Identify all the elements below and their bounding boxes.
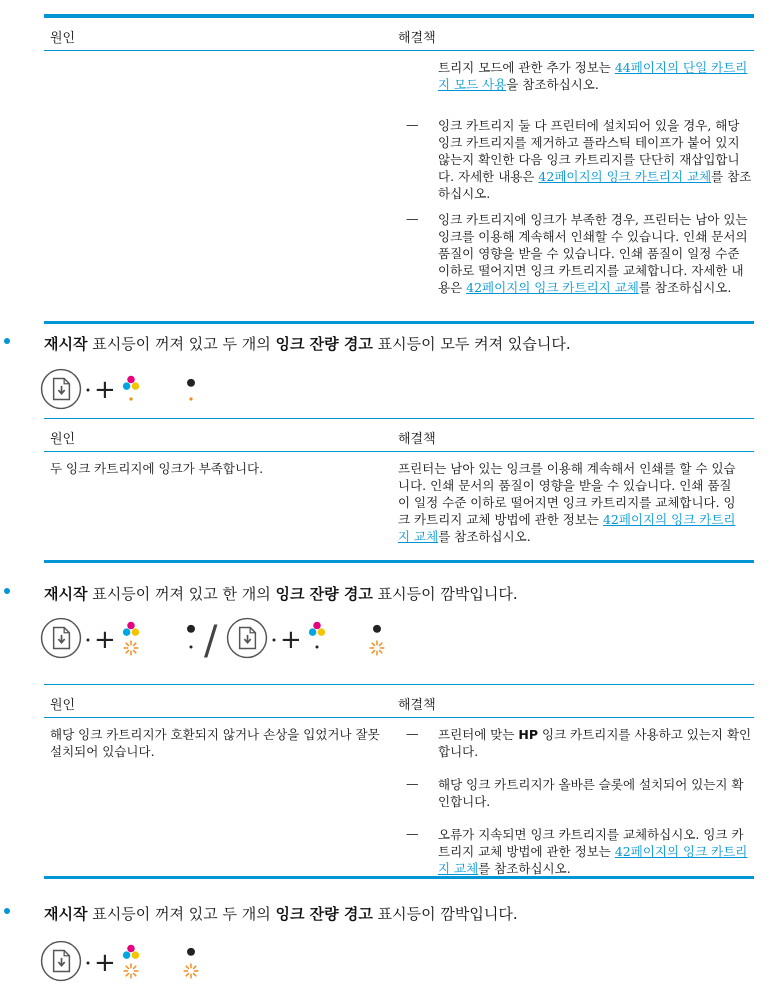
color-ink-icon — [123, 622, 139, 636]
color-ink-icon — [123, 376, 139, 390]
cause-cell: 두 잉크 카트리지에 잉크가 부족합니다. — [50, 461, 264, 476]
page-link[interactable]: 42페이지의 잉크 카트리지 교체 — [538, 169, 712, 184]
off-dot-icon — [87, 389, 90, 392]
bullet-dot — [4, 908, 10, 914]
off-dot-icon — [273, 639, 276, 642]
cause-cell: 해당 잉크 카트리지가 호환되지 않거나 손상을 입었거나 잘못 설치되어 있습니다. — [50, 727, 380, 759]
warning-light-blink-icon — [124, 964, 138, 978]
dash-bullet: — — [406, 117, 419, 132]
plus-icon: + — [94, 948, 116, 978]
table-header — [44, 418, 754, 452]
table-row: 두 잉크 카트리지에 잉크가 부족합니다. 프린터는 남아 있는 잉크를 이용해 계속해서 인쇄를 할 수 있습니다. 인쇄 문서의 품질이 영향을 받을 수 있습니다. 인쇄 품질이 일정 수준 이하로 떨어지면 잉크 카트리지를 교체합니다. 잉크 카트리지 교체 방법에 관한 정보는 42페이지의 잉크 카트리지 교체를 참조하십시오. — [50, 461, 736, 544]
header-solution: 해결책 — [398, 698, 436, 713]
dash-bullet: — — [406, 211, 419, 226]
black-ink-icon — [187, 625, 195, 633]
light-pattern-illustration — [40, 937, 240, 987]
table-row: 해당 잉크 카트리지가 호환되지 않거나 손상을 입었거나 잘못 설치되어 있습니다. — 프린터에 맞는 HP 잉크 카트리지를 사용하고 있는지 확인합니다. — 해당 잉크 카트리지가 올바른 슬롯에 설치되어 있는지 확인합니다. — 오류가 지속되면 잉크 카트리지를 교체하십시오. 잉크 카트리지 교체 방법에 관한 정보는 42페이지의 잉크 카트리지 교체를 참조하십시오. — [50, 726, 752, 876]
table-continued — [44, 14, 754, 324]
dash-bullet: — — [406, 826, 419, 841]
off-dot-icon — [316, 646, 319, 649]
table-header — [44, 18, 754, 51]
black-ink-icon — [373, 625, 381, 633]
dash-bullet: — — [406, 726, 419, 741]
header-cause: 원인 — [50, 31, 76, 46]
header-solution: 해결책 — [398, 432, 436, 447]
header-cause: 원인 — [50, 698, 76, 713]
plus-icon: + — [94, 375, 116, 405]
black-ink-icon — [187, 379, 195, 387]
dash-bullet: — — [406, 776, 419, 791]
or-slash: / — [204, 618, 218, 664]
table-bottom-rule — [44, 321, 754, 324]
light-pattern-illustration — [40, 366, 240, 412]
page-link[interactable]: 42페이지의 잉크 카트리지 교체 — [438, 844, 748, 876]
header-cause: 원인 — [50, 432, 76, 447]
plus-icon: + — [94, 625, 116, 655]
black-ink-icon — [187, 948, 195, 956]
page-link[interactable]: 44페이지의 단일 카트리지 모드 사용 — [438, 60, 748, 92]
color-ink-icon — [123, 945, 139, 959]
resume-button-icon — [228, 619, 267, 658]
light-pattern-illustration — [40, 614, 440, 664]
table-bottom-rule — [44, 560, 754, 563]
table-row: 트리지 모드에 관한 추가 정보는 44페이지의 단일 카트리지 모드 사용을 참조하십시오. — 잉크 카트리지 둘 다 프린터에 설치되어 있을 경우, 해당 잉크 카트리지를 제거하고 플라스틱 테이프가 붙어 있지 않는지 확인한 다음 잉크 카트리지를 단단히 재삽입합니다. 자세한 내용은 42페이지의 잉크 카트리지 교체를 참조하십시오. — 잉크 카트리지에 잉크가 부족한 경우, 프린터는 남아 있는 잉크를 이용해 계속해서 인쇄할 수 있습니다. 인쇄 문서의 품질이 영향을 받을 수 있습니다. 인쇄 품질이 일정 수준 이하로 떨어지면 잉크 카트리지를 교체합니다. 자세한 내용은 42페이지의 잉크 카트리지 교체를 참조하십시오. — [406, 60, 752, 295]
page-link[interactable]: 42페이지의 잉크 카트리지 교체 — [466, 280, 639, 295]
off-dot-icon — [190, 646, 193, 649]
bullet-dot — [4, 588, 10, 594]
header-solution: 해결책 — [398, 31, 436, 46]
table-both-low — [44, 418, 754, 563]
off-dot-icon — [87, 962, 90, 965]
warning-light-on-icon — [129, 397, 132, 400]
off-dot-icon — [87, 639, 90, 642]
table-one-blinking — [44, 684, 754, 879]
color-ink-icon — [309, 622, 325, 636]
warning-light-blink-icon — [184, 964, 198, 978]
table-header — [44, 684, 754, 718]
resume-button-icon — [42, 942, 81, 981]
resume-button-icon — [42, 619, 81, 658]
warning-light-blink-icon — [124, 641, 138, 655]
plus-icon: + — [280, 625, 302, 655]
resume-button-icon — [42, 370, 81, 409]
bullet-dot — [4, 338, 10, 344]
warning-light-blink-icon — [370, 641, 384, 655]
warning-light-on-icon — [189, 397, 192, 400]
page-link[interactable]: 42페이지의 잉크 카트리지 교체 — [398, 512, 736, 544]
